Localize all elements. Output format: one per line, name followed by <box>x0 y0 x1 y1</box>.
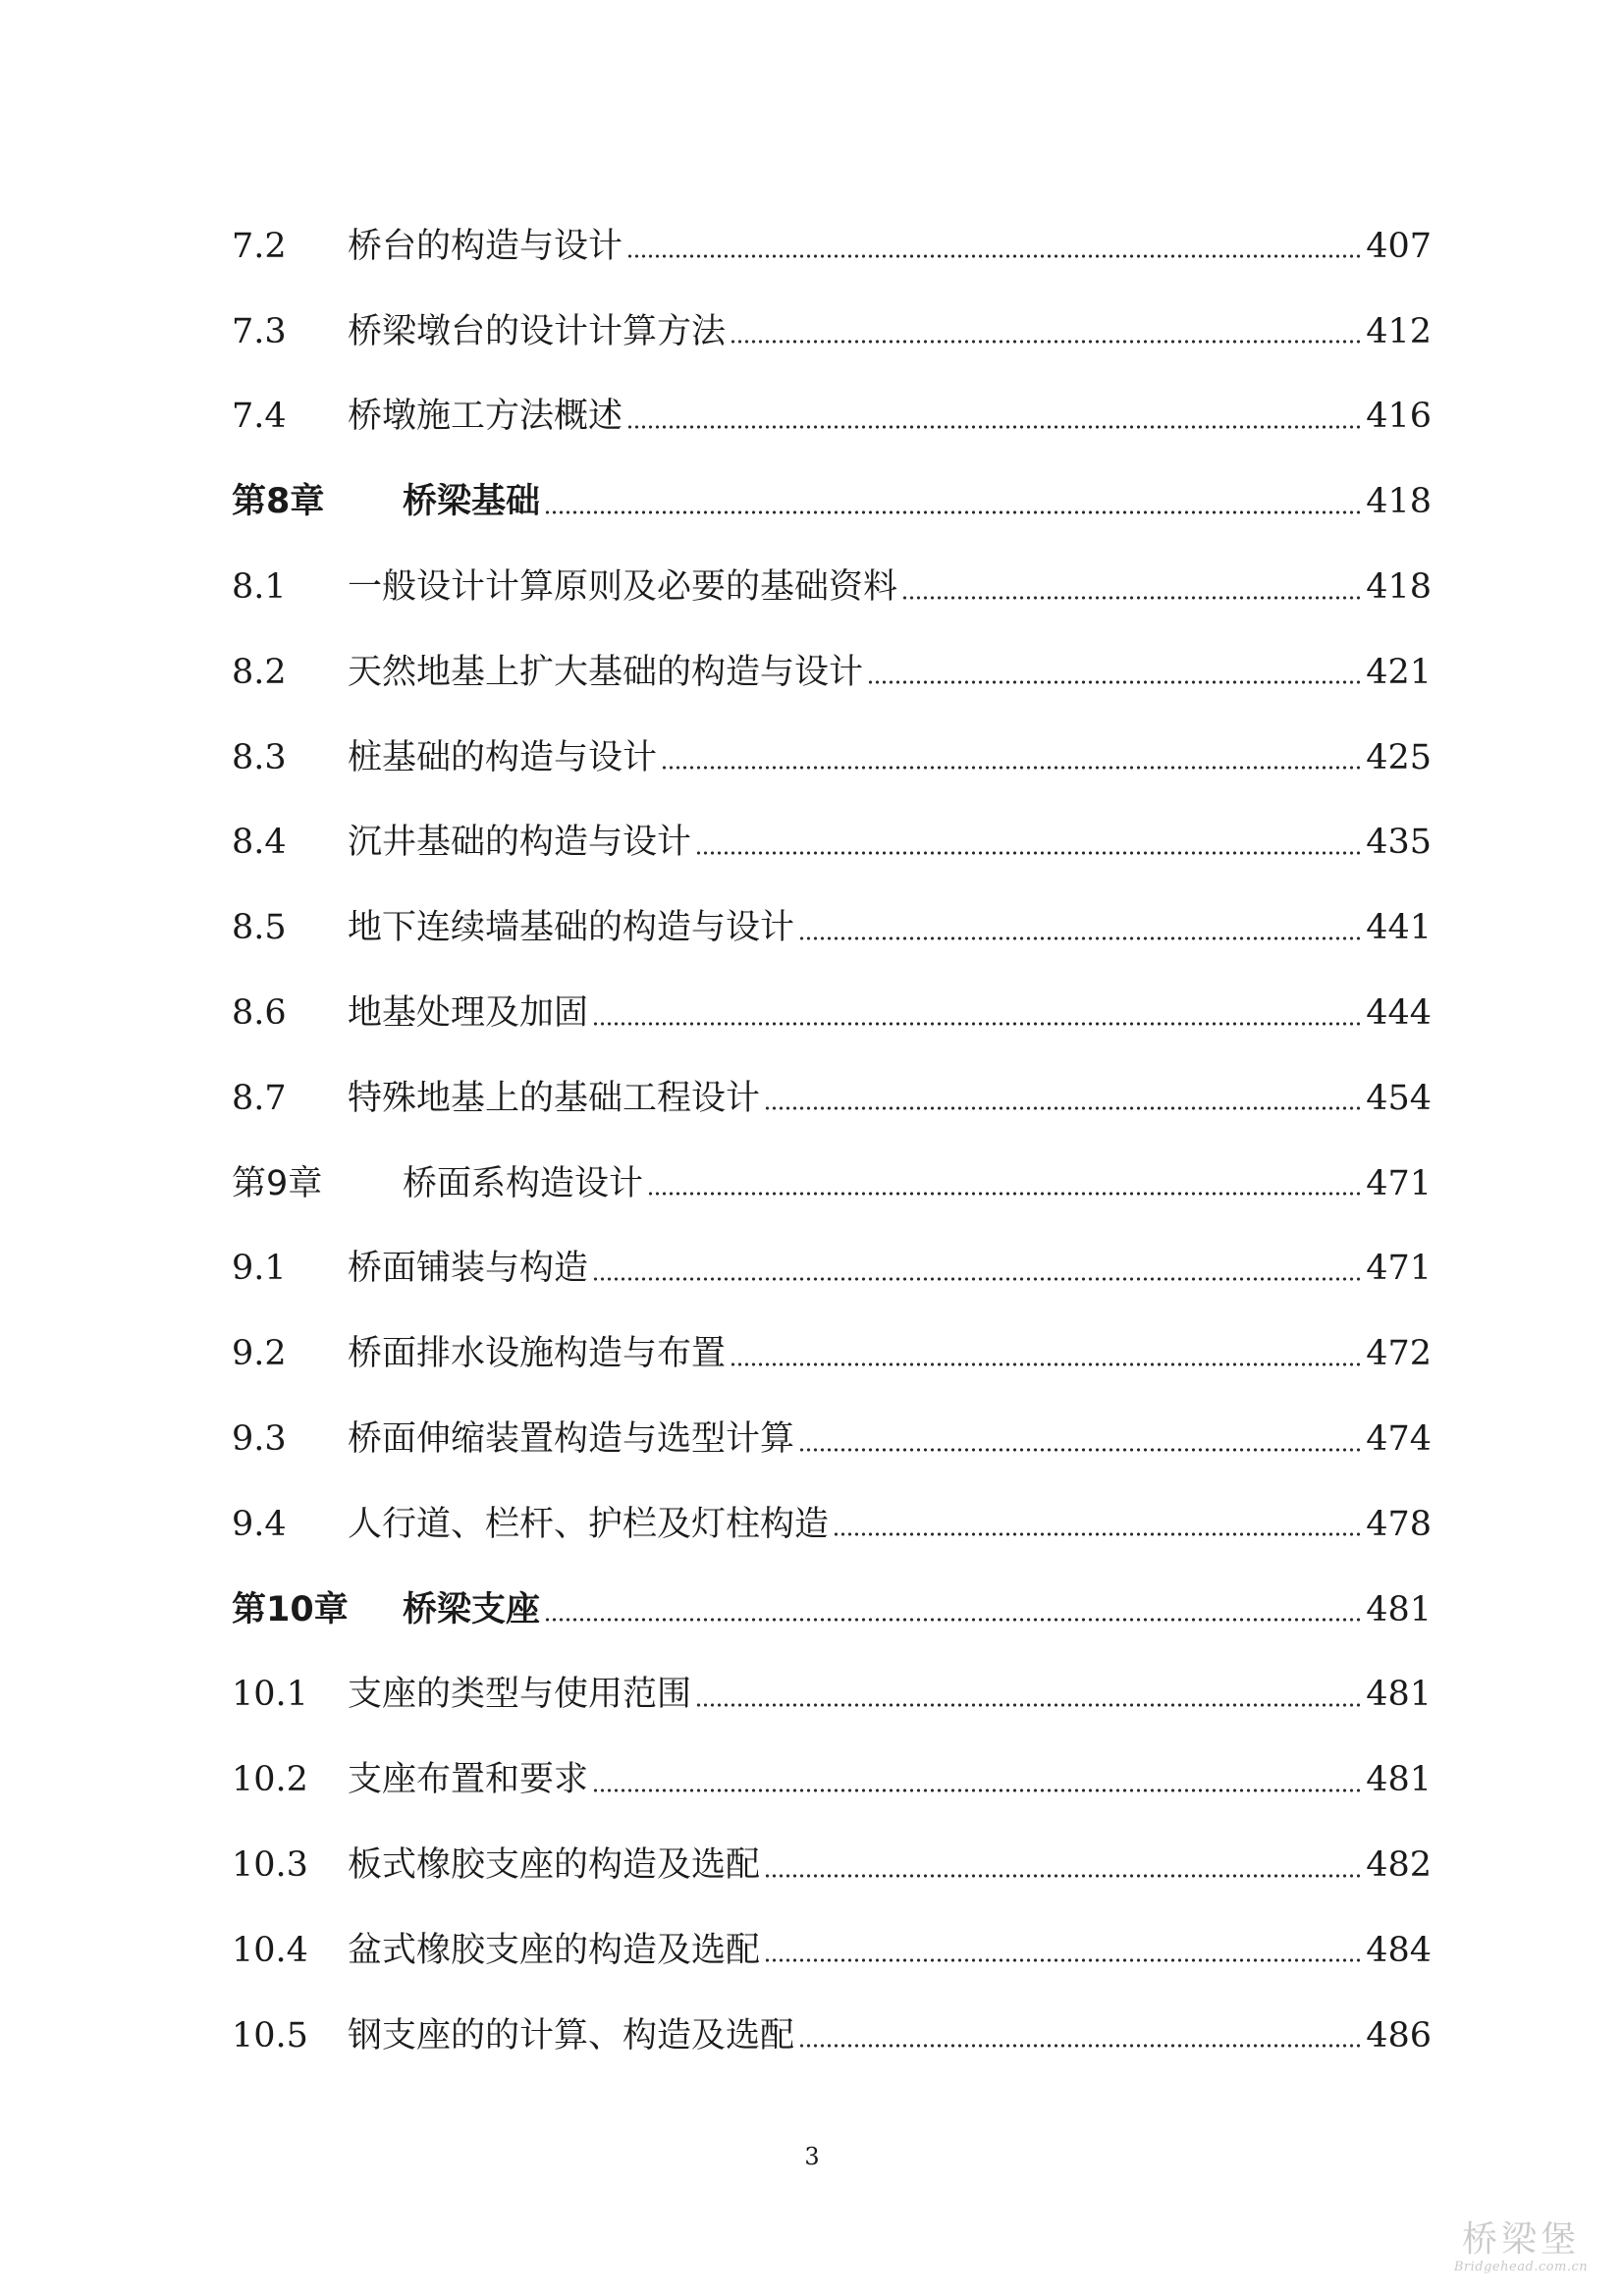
toc-dot-leader <box>544 1593 1362 1623</box>
toc-dot-leader <box>867 656 1362 685</box>
toc-entry-page: 482 <box>1366 1845 1432 1886</box>
toc-dot-leader <box>798 1423 1362 1453</box>
toc-section-entry[interactable] <box>232 290 1432 375</box>
toc-section-entry[interactable] <box>232 716 1432 801</box>
toc-entry-page: 484 <box>1366 1930 1432 1970</box>
toc-section-entry[interactable] <box>232 1397 1432 1482</box>
toc-entry-page: 418 <box>1366 567 1432 608</box>
toc-dot-leader <box>661 741 1362 771</box>
toc-section-entry[interactable] <box>232 1823 1432 1908</box>
toc-section-entry[interactable] <box>232 801 1432 886</box>
toc-entry-number: 9.4 <box>232 1504 287 1544</box>
toc-entry-page: 481 <box>1366 1675 1432 1715</box>
toc-entry-page: 478 <box>1366 1504 1432 1544</box>
toc-entry-page: 471 <box>1366 1163 1432 1203</box>
toc-entry-page: 441 <box>1366 908 1432 948</box>
toc-dot-leader <box>730 1338 1362 1367</box>
toc-entry-number: 第10章 <box>232 1589 349 1629</box>
toc-entry-number: 8.3 <box>232 737 287 777</box>
toc-entry-page: 486 <box>1366 2015 1432 2056</box>
toc-entry-title: 钢支座的的计算、构造及选配 <box>348 2015 795 2056</box>
table-of-contents <box>232 204 1432 2079</box>
toc-entry-number: 8.7 <box>232 1078 287 1118</box>
toc-entry-title: 桥墩施工方法概述 <box>348 397 623 437</box>
toc-section-entry[interactable] <box>232 375 1432 460</box>
toc-section-entry[interactable] <box>232 1227 1432 1312</box>
toc-dot-leader <box>764 1934 1362 1963</box>
toc-entry-number: 9.1 <box>232 1249 287 1289</box>
toc-entry-page: 481 <box>1366 1589 1432 1629</box>
toc-entry-title: 地基处理及加固 <box>348 993 589 1034</box>
toc-entry-title: 桥梁支座 <box>403 1589 541 1629</box>
toc-dot-leader <box>647 1167 1362 1197</box>
toc-entry-page: 407 <box>1366 226 1432 266</box>
toc-dot-leader <box>592 1764 1362 1793</box>
watermark-url: Bridgehead.com.cn <box>1453 2260 1589 2274</box>
toc-entry-page: 444 <box>1366 993 1432 1034</box>
toc-dot-leader <box>798 2019 1362 2049</box>
toc-section-entry[interactable] <box>232 885 1432 971</box>
toc-chapter-entry[interactable] <box>232 1142 1432 1227</box>
toc-entry-title: 桥梁基础 <box>403 482 541 522</box>
toc-dot-leader <box>695 827 1362 856</box>
toc-entry-number: 7.2 <box>232 226 287 266</box>
toc-entry-title: 桥面铺装与构造 <box>348 1249 589 1289</box>
toc-section-entry[interactable] <box>232 630 1432 716</box>
toc-entry-title: 桥面排水设施构造与布置 <box>348 1334 727 1374</box>
toc-entry-page: 472 <box>1366 1334 1432 1374</box>
toc-entry-number: 7.4 <box>232 397 287 437</box>
toc-entry-number: 10.3 <box>232 1845 308 1886</box>
toc-entry-number: 第9章 <box>232 1163 323 1203</box>
toc-chapter-entry[interactable] <box>232 1568 1432 1653</box>
toc-entry-number: 9.2 <box>232 1334 287 1374</box>
toc-entry-number: 9.3 <box>232 1419 287 1460</box>
toc-section-entry[interactable] <box>232 545 1432 630</box>
toc-entry-title: 盆式橡胶支座的构造及选配 <box>348 1930 761 1970</box>
toc-entry-page: 416 <box>1366 397 1432 437</box>
toc-entry-page: 412 <box>1366 311 1432 351</box>
toc-entry-title: 地下连续墙基础的构造与设计 <box>348 908 795 948</box>
toc-entry-page: 418 <box>1366 482 1432 522</box>
toc-entry-page: 421 <box>1366 652 1432 692</box>
toc-entry-title: 桥面系构造设计 <box>403 1163 644 1203</box>
toc-entry-title: 支座布置和要求 <box>348 1760 589 1800</box>
toc-entry-title: 板式橡胶支座的构造及选配 <box>348 1845 761 1886</box>
toc-entry-title: 人行道、栏杆、护栏及灯柱构造 <box>348 1504 830 1544</box>
toc-entry-number: 8.5 <box>232 908 287 948</box>
toc-dot-leader <box>544 486 1362 515</box>
toc-dot-leader <box>592 1253 1362 1282</box>
toc-entry-title: 一般设计计算原则及必要的基础资料 <box>348 567 898 608</box>
toc-section-entry[interactable] <box>232 971 1432 1056</box>
toc-entry-number: 8.1 <box>232 567 287 608</box>
toc-entry-page: 474 <box>1366 1419 1432 1460</box>
toc-entry-page: 471 <box>1366 1249 1432 1289</box>
toc-dot-leader <box>764 1082 1362 1111</box>
page-number: 3 <box>804 2143 820 2170</box>
toc-entry-title: 桥台的构造与设计 <box>348 226 623 266</box>
watermark-logo <box>1447 2220 1595 2274</box>
toc-dot-leader <box>764 1849 1362 1879</box>
toc-chapter-entry[interactable] <box>232 459 1432 545</box>
toc-entry-title: 桩基础的构造与设计 <box>348 737 658 777</box>
toc-entry-number: 10.5 <box>232 2015 308 2056</box>
toc-section-entry[interactable] <box>232 204 1432 290</box>
toc-entry-title: 桥梁墩台的设计计算方法 <box>348 311 727 351</box>
toc-dot-leader <box>833 1508 1362 1537</box>
toc-entry-number: 7.3 <box>232 311 287 351</box>
toc-section-entry[interactable] <box>232 1994 1432 2079</box>
toc-entry-page: 425 <box>1366 737 1432 777</box>
watermark-text: 桥梁堡 <box>1461 2219 1580 2261</box>
toc-entry-number: 8.6 <box>232 993 287 1034</box>
toc-entry-number: 8.4 <box>232 823 287 863</box>
toc-section-entry[interactable] <box>232 1653 1432 1738</box>
toc-entry-page: 454 <box>1366 1078 1432 1118</box>
toc-dot-leader <box>798 912 1362 941</box>
toc-dot-leader <box>901 571 1362 601</box>
toc-section-entry[interactable] <box>232 1908 1432 1994</box>
toc-entry-number: 10.4 <box>232 1930 308 1970</box>
toc-entry-number: 10.1 <box>232 1675 308 1715</box>
toc-entry-number: 第8章 <box>232 482 325 522</box>
toc-section-entry[interactable] <box>232 1056 1432 1142</box>
toc-entry-title: 沉井基础的构造与设计 <box>348 823 692 863</box>
toc-entry-title: 桥面伸缩装置构造与选型计算 <box>348 1419 795 1460</box>
toc-section-entry[interactable] <box>232 1482 1432 1568</box>
toc-dot-leader <box>695 1679 1362 1708</box>
toc-section-entry[interactable] <box>232 1737 1432 1823</box>
toc-entry-title: 特殊地基上的基础工程设计 <box>348 1078 761 1118</box>
toc-entry-title: 天然地基上扩大基础的构造与设计 <box>348 652 864 692</box>
toc-entry-page: 481 <box>1366 1760 1432 1800</box>
toc-entry-number: 10.2 <box>232 1760 308 1800</box>
toc-entry-title: 支座的类型与使用范围 <box>348 1675 692 1715</box>
toc-entry-number: 8.2 <box>232 652 287 692</box>
toc-section-entry[interactable] <box>232 1311 1432 1397</box>
toc-dot-leader <box>592 997 1362 1027</box>
toc-dot-leader <box>626 400 1362 430</box>
toc-dot-leader <box>626 230 1362 259</box>
toc-entry-page: 435 <box>1366 823 1432 863</box>
toc-dot-leader <box>730 315 1362 345</box>
